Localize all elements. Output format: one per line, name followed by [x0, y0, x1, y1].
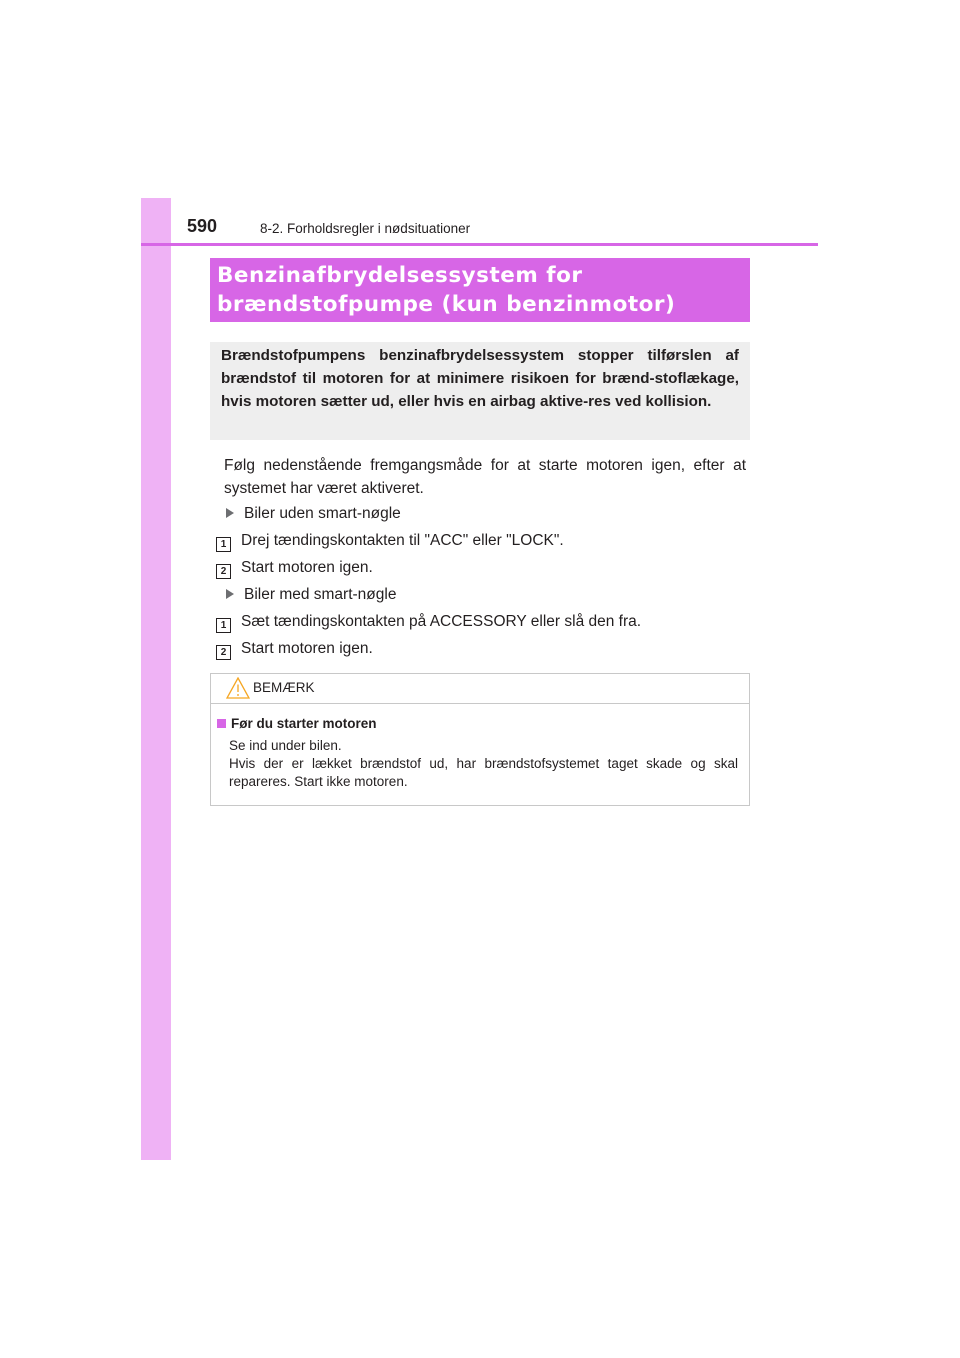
arrow-right-icon: [226, 589, 234, 599]
step-2: [216, 558, 373, 578]
notice-header: [211, 674, 749, 704]
step-text: Sæt tændingskontakten på ACCESSORY eller slå den fra.: [241, 613, 642, 630]
notice-line-1: Se ind under bilen.: [229, 738, 342, 753]
notice-box: [210, 673, 750, 806]
square-bullet-icon: [217, 719, 226, 728]
page-number: 590: [187, 216, 218, 236]
section-title: [210, 258, 750, 322]
chapter-title: 8-2. Forholdsregler i nødsituationer: [260, 221, 471, 236]
group-heading-with-smart-key: [224, 585, 396, 605]
group-heading-label: Biler med smart-nøgle: [244, 586, 397, 603]
notice-line-2: Hvis der er lækket brændstof ud, har brændstofsystemet taget skade og skal repareres. Start ikke motoren.: [229, 756, 738, 789]
step-1: [216, 612, 641, 632]
step-1: [216, 531, 564, 551]
group-heading-label: Biler uden smart-nøgle: [244, 505, 401, 522]
step-text: Start motoren igen.: [241, 559, 373, 576]
notice-body: [211, 704, 749, 791]
step-number-badge: 1: [216, 618, 231, 633]
notice-title-text: Før du starter motoren: [231, 716, 377, 731]
step-text: Drej tændingskontakten til "ACC" eller "LOCK".: [241, 532, 564, 549]
notice-text: [217, 737, 738, 791]
warning-triangle-icon: [226, 677, 250, 699]
intro-summary: Brændstofpumpens benzinafbrydelsessystem stopper tilførslen af brændstof til motoren for at minimere risikoen for brænd-stoflækage, hvis motoren sætter ud, eller hvis en airbag aktive-res ved kollision.: [210, 342, 750, 440]
step-number-badge: 2: [216, 645, 231, 660]
header-divider: [141, 243, 818, 246]
step-text: Start motoren igen.: [241, 640, 373, 657]
chapter-sidebar-tab: [141, 198, 171, 1160]
step-2: [216, 639, 373, 659]
arrow-right-icon: [226, 508, 234, 518]
body-paragraph: Følg nedenstående fremgangsmåde for at starte motoren igen, efter at systemet har været aktiveret.: [224, 457, 746, 497]
notice-label: BEMÆRK: [253, 680, 315, 695]
notice-title: [217, 715, 738, 733]
step-number-badge: 2: [216, 564, 231, 579]
section-title-line-1: Benzinafbrydelsessystem for: [217, 263, 583, 288]
section-title-line-2: brændstofpumpe (kun benzinmotor): [217, 292, 676, 317]
step-number-badge: 1: [216, 537, 231, 552]
group-heading-without-smart-key: [224, 504, 401, 524]
